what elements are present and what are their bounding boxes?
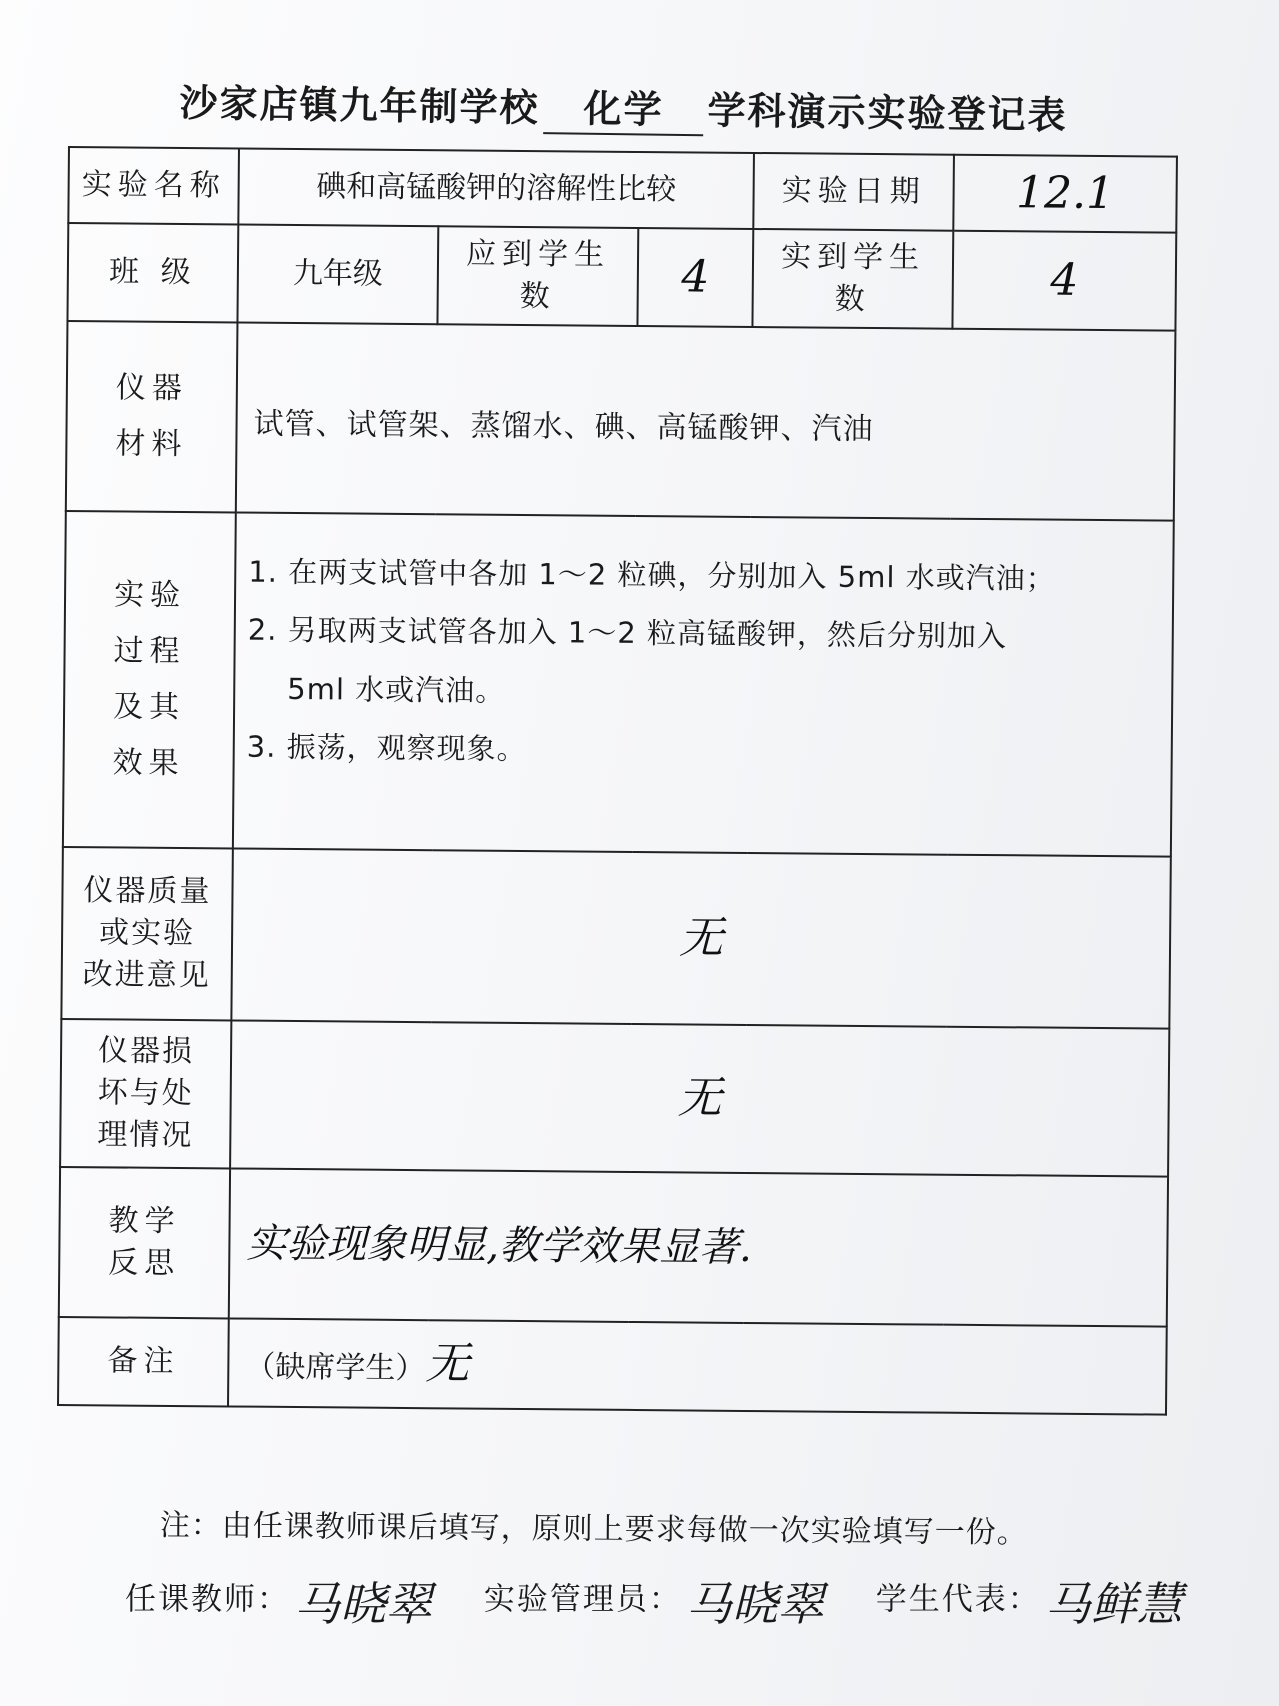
registration-table <box>57 146 1178 1415</box>
admin-label: 实验管理员： <box>483 1581 682 1618</box>
reflection-label-line-2: 反思 <box>108 1244 181 1281</box>
materials-label-line-1: 仪器 <box>115 370 189 406</box>
signature-line <box>125 1568 1185 1634</box>
process-content <box>233 512 1174 856</box>
remarks-prefix: （缺席学生） <box>245 1349 426 1386</box>
remarks-value: 无 <box>425 1337 470 1390</box>
damage-label-line-2: 坏与处 <box>97 1074 194 1111</box>
experiment-name-label: 实验名称 <box>68 147 239 224</box>
admin-name: 马晓翠 <box>685 1577 824 1631</box>
quality-value: 无 <box>231 848 1170 1028</box>
row-reflection <box>59 1167 1168 1327</box>
expected-students-label: 应到学生数 <box>437 226 638 326</box>
class-value: 九年级 <box>237 224 438 324</box>
title-subject: 化学 <box>543 77 704 136</box>
materials-label <box>66 321 238 512</box>
actual-students-label: 实到学生数 <box>752 229 953 329</box>
process-step-2-continued: 5ml 水或汽油。 <box>287 671 506 708</box>
quality-label <box>61 847 232 1020</box>
experiment-name-value: 碘和高锰酸钾的溶解性比较 <box>238 148 754 228</box>
row-class <box>67 223 1176 331</box>
row-damage <box>60 1019 1169 1177</box>
admin-signature <box>484 1568 824 1634</box>
teacher-signature <box>125 1568 432 1634</box>
row-remarks <box>58 1317 1167 1415</box>
class-label: 班 级 <box>67 223 238 322</box>
experiment-date-value: 12.1 <box>953 155 1177 233</box>
materials-label-line-2: 材料 <box>115 426 188 462</box>
reflection-label <box>59 1167 230 1318</box>
experiment-date-label: 实验日期 <box>753 153 954 230</box>
materials-value: 试管、试管架、蒸馏水、碘、高锰酸钾、汽油 <box>236 322 1176 520</box>
actual-students-value: 4 <box>952 230 1176 330</box>
quality-label-line-3: 改进意见 <box>82 956 211 993</box>
teacher-label: 任课教师： <box>125 1581 290 1618</box>
process-step-3: 3. 振荡，观察现象。 <box>246 729 527 767</box>
title-suffix: 学科演示实验登记表 <box>707 88 1068 138</box>
process-label <box>63 511 236 848</box>
student-signature <box>876 1568 1183 1634</box>
student-label: 学生代表： <box>875 1581 1041 1618</box>
student-name: 马鲜慧 <box>1044 1577 1183 1631</box>
damage-label <box>60 1019 231 1168</box>
title-school: 沙家店镇九年制学校 <box>179 80 540 131</box>
teacher-name: 马晓翠 <box>294 1577 432 1631</box>
row-process <box>63 511 1174 857</box>
footnote: 注：由任课教师课后填写，原则上要求每做一次实验填写一份。 <box>159 1507 1028 1551</box>
row-materials <box>66 321 1176 521</box>
expected-students-value: 4 <box>637 228 753 327</box>
process-label-line-1: 实验 <box>113 577 187 613</box>
row-quality <box>61 847 1170 1029</box>
process-step-2: 2. 另取两支试管各加入 1～2 粒高锰酸钾，然后分别加入 <box>247 612 1008 654</box>
process-label-line-4: 效果 <box>112 745 185 781</box>
reflection-value: 实验现象明显,教学效果显著. <box>229 1168 1168 1326</box>
registration-table-wrap <box>56 146 1176 1496</box>
damage-value: 无 <box>230 1020 1169 1176</box>
damage-label-line-1: 仪器损 <box>97 1032 195 1069</box>
damage-label-line-3: 理情况 <box>97 1116 194 1153</box>
remarks-label: 备注 <box>58 1317 229 1406</box>
form-title <box>179 72 1110 142</box>
reflection-label-line-1: 教学 <box>108 1202 181 1239</box>
process-step-1: 1. 在两支试管中各加 1～2 粒碘，分别加入 5ml 水或汽油； <box>248 554 1056 596</box>
quality-label-line-2: 或实验 <box>98 914 196 951</box>
quality-label-line-1: 仪器质量 <box>83 872 212 909</box>
remarks-cell <box>228 1318 1167 1414</box>
process-label-line-3: 及其 <box>112 689 186 725</box>
process-label-line-2: 过程 <box>113 633 186 669</box>
row-experiment-name <box>68 147 1177 232</box>
